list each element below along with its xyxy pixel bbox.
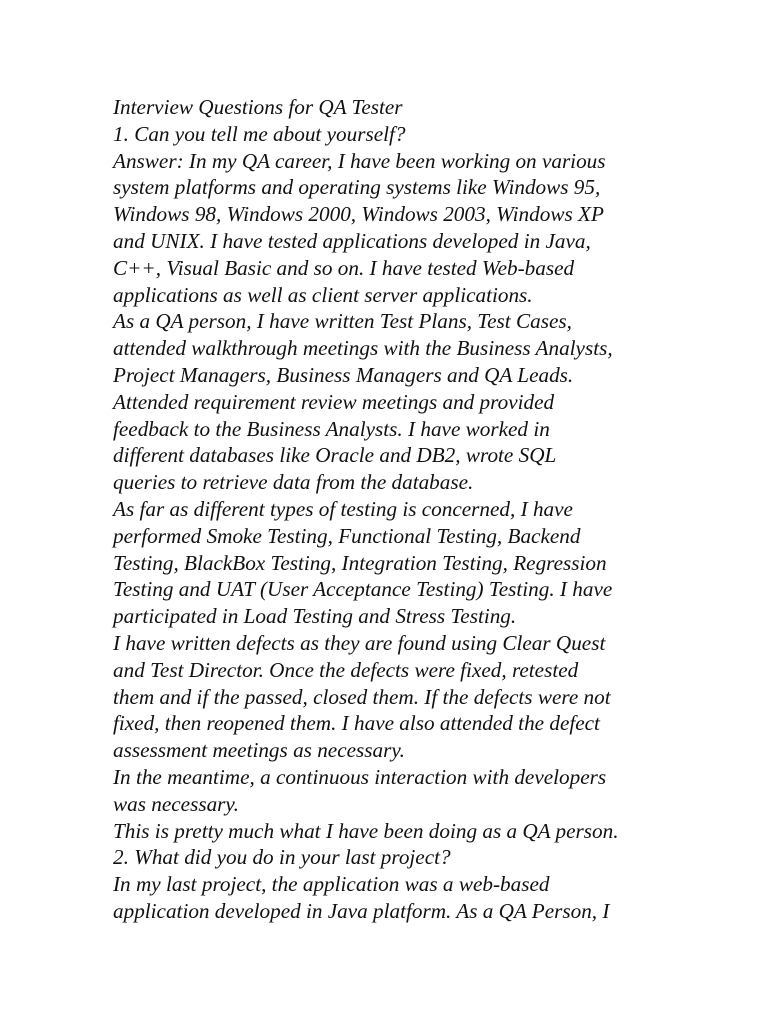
text-line: participated in Load Testing and Stress Testing.	[113, 604, 517, 629]
text-line: and UNIX. I have tested applications developed in Java,	[113, 228, 591, 253]
document-title: Interview Questions for QA Tester	[113, 95, 403, 119]
text-line: Testing and UAT (User Acceptance Testing) Testing. I have	[113, 577, 613, 602]
text-line: Attended requirement review meetings and provided	[113, 389, 555, 414]
text-line: In the meantime, a continuous interaction with developers	[113, 764, 607, 789]
text-line: them and if the passed, closed them. If the defects were not	[113, 684, 611, 709]
text-line: As a QA person, I have written Test Plans, Test Cases,	[113, 309, 572, 334]
text-line: Project Managers, Business Managers and QA Leads.	[113, 362, 574, 387]
text-line: different databases like Oracle and DB2, wrote SQL	[113, 443, 557, 468]
text-line: attended walkthrough meetings with the Business Analysts,	[113, 336, 613, 361]
text-line: assessment meetings as necessary.	[113, 738, 405, 763]
text-line: As far as different types of testing is concerned, I have	[113, 496, 573, 521]
question-1-heading: 1. Can you tell me about yourself?	[113, 121, 406, 146]
text-line: system platforms and operating systems like Windows 95,	[113, 175, 601, 200]
text-line: fixed, then reopened them. I have also attended the defect	[113, 711, 600, 736]
document-body	[113, 94, 673, 925]
text-line: C++, Visual Basic and so on. I have tested Web-based	[113, 255, 575, 280]
text-line: application developed in Java platform. As a QA Person, I	[113, 898, 610, 923]
text-line: and Test Director. Once the defects were fixed, retested	[113, 657, 579, 682]
text-line: I have written defects as they are found using Clear Quest	[113, 630, 606, 655]
text-line: queries to retrieve data from the database.	[113, 470, 474, 495]
text-line: Answer: In my QA career, I have been working on various	[113, 148, 606, 173]
text-line: Windows 98, Windows 2000, Windows 2003, Windows XP	[113, 202, 604, 227]
text-line: In my last project, the application was a web-based	[113, 872, 550, 897]
text-line: Testing, BlackBox Testing, Integration Testing, Regression	[113, 550, 607, 575]
question-2-heading: 2. What did you do in your last project?	[113, 845, 451, 870]
text-line: performed Smoke Testing, Functional Testing, Backend	[113, 523, 581, 548]
text-line: applications as well as client server applications.	[113, 282, 533, 307]
text-line: was necessary.	[113, 791, 239, 816]
text-line: This is pretty much what I have been doing as a QA person.	[113, 818, 619, 843]
text-line: feedback to the Business Analysts. I have worked in	[113, 416, 550, 441]
